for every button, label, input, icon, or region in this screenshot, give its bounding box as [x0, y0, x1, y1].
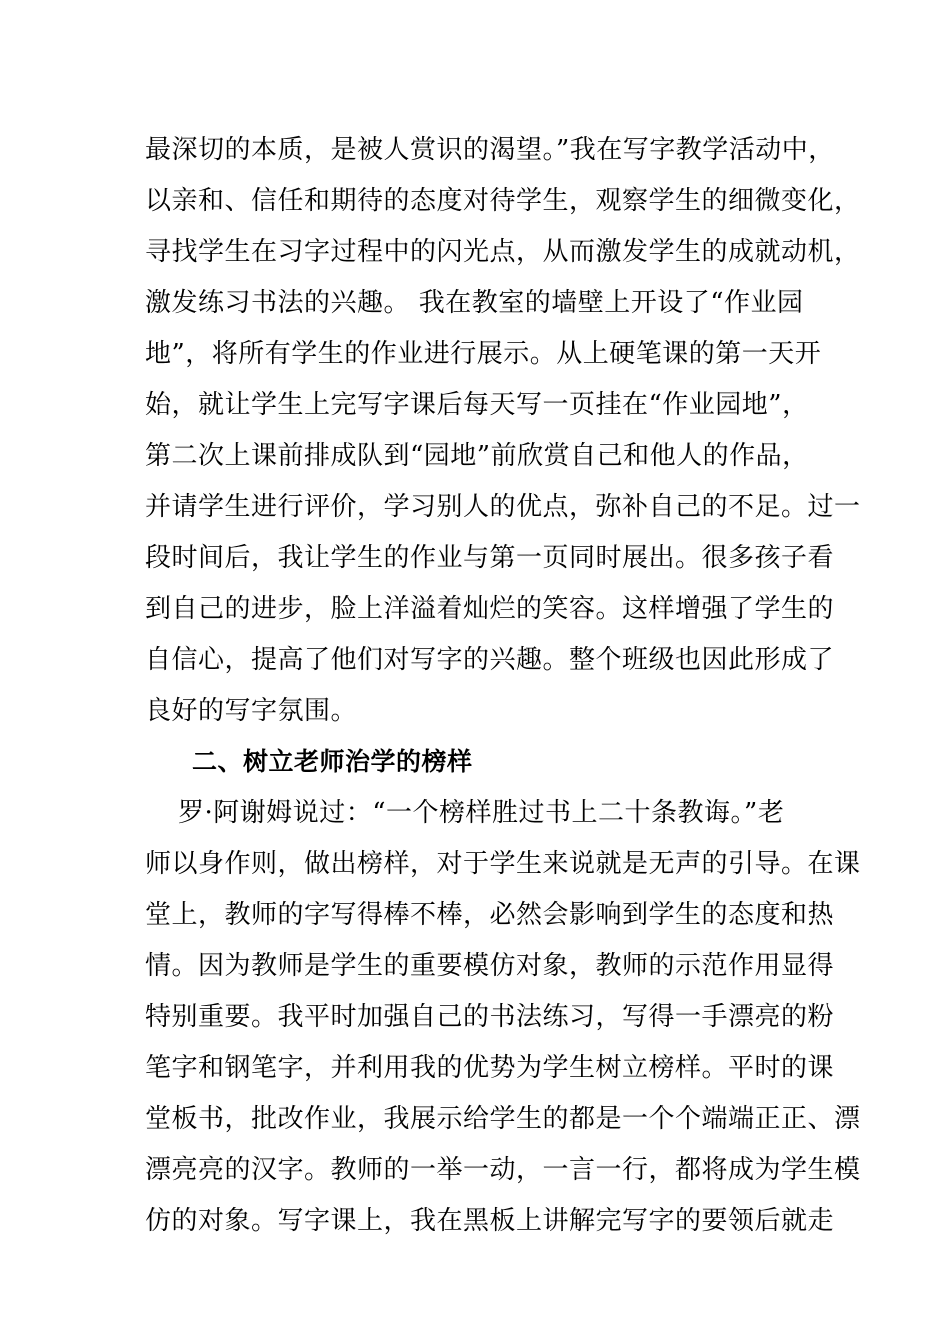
text-line: 地”，将所有学生的作业进行展示。从上硬笔课的第一天开 [145, 339, 822, 369]
text-line: 师以身作则，做出榜样，对于学生来说就是无声的引导。在课 [145, 849, 861, 879]
text-line: 段时间后，我让学生的作业与第一页同时展出。很多孩子看 [145, 543, 835, 573]
text-line: 始，就让学生上完写字课后每天写一页挂在“作业园地”， [145, 390, 809, 420]
text-line: 寻找学生在习字过程中的闪光点，从而激发学生的成就动机， [145, 237, 861, 267]
text-line: 最深切的本质，是被人赏识的渴望。”我在写字教学活动中， [145, 135, 835, 165]
text-line: 仿的对象。写字课上，我在黑板上讲解完写字的要领后就走 [145, 1206, 835, 1236]
text-line: 并请学生进行评价，学习别人的优点，弥补自己的不足。过一 [145, 492, 861, 522]
text-line: 激发练习书法的兴趣。 我在教室的墙壁上开设了“作业园 [145, 288, 804, 318]
text-line: 罗·阿谢姆说过：“一个榜样胜过书上二十条教诲。”老 [178, 798, 785, 828]
text-line: 堂板书，批改作业，我展示给学生的都是一个个端端正正、漂 [145, 1104, 861, 1134]
text-line: 情。因为教师是学生的重要模仿对象，教师的示范作用显得 [145, 951, 835, 981]
text-line: 漂亮亮的汉字。教师的一举一动，一言一行，都将成为学生模 [145, 1155, 861, 1185]
text-line: 笔字和钢笔字，并利用我的优势为学生树立榜样。平时的课 [145, 1053, 835, 1083]
text-line: 良好的写字氛围。 [145, 696, 358, 726]
text-line: 特别重要。我平时加强自己的书法练习，写得一手漂亮的粉 [145, 1002, 835, 1032]
text-line: 堂上，教师的字写得棒不棒，必然会影响到学生的态度和热 [145, 900, 835, 930]
text-line: 到自己的进步，脸上洋溢着灿烂的笑容。这样增强了学生的 [145, 594, 835, 624]
text-line: 自信心，提高了他们对写字的兴趣。整个班级也因此形成了 [145, 645, 835, 675]
text-line: 第二次上课前排成队到“园地”前欣赏自己和他人的作品， [145, 441, 809, 471]
section-heading: 二、树立老师治学的榜样 [192, 747, 473, 776]
text-line: 以亲和、信任和期待的态度对待学生，观察学生的细微变化， [145, 186, 861, 216]
